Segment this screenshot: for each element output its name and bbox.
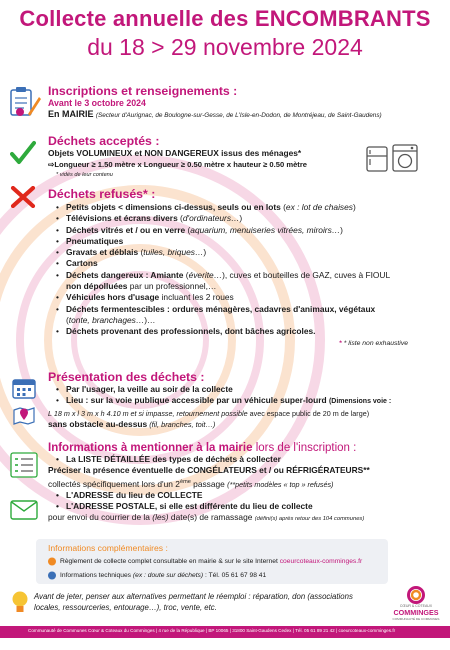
inscriptions-deadline: Avant le 3 octobre 2024 (48, 98, 146, 108)
complementary-heading: Informations complémentaires : (48, 543, 168, 553)
closing-line2: locales, ressourceries, entourage…), troc, vente, etc. (34, 603, 217, 613)
mention-sup: ème (179, 478, 191, 485)
refused-item-text: ) (203, 247, 207, 258)
collection-dates: du 18 > 29 novembre 2024 (87, 34, 363, 60)
refused-item-examples: ex : lot de chaises (285, 202, 353, 212)
cross-icon (10, 186, 36, 208)
refused-item (66, 315, 408, 326)
refused-item-label: Petits objets < dimensions ci-dessus, seuls ou en lots (66, 202, 281, 212)
refused-item (56, 247, 408, 258)
complementary-tech-example: (ex : doute sur déchets) (132, 572, 204, 580)
mention-mail-note: (défini(s) après retour des 104 communes) (254, 516, 365, 523)
logo-name: COMMINGES (393, 608, 439, 617)
mention-list: • La LISTE DÉTAILLÉE des types de déchets à collecter (56, 454, 370, 465)
mention-appliances: Préciser la présence éventuelle de CONGÉLATEURS et / ou RÉFRIGÉRATEURS** (48, 465, 370, 476)
mention-heading: Informations à mentionner à la mairie (48, 442, 253, 454)
phone-icon (48, 571, 56, 580)
refused-item-text: ) (340, 224, 343, 235)
logo-sub: COMMUNAUTÉ DE COMMUNES (392, 617, 440, 621)
mention-top-refused: (**petits modèles « top » refusés) (227, 479, 334, 489)
refused-item-text: ( (183, 269, 189, 280)
refused-item-examples: éverite… (188, 269, 223, 280)
comminges-logo (390, 586, 442, 624)
refused-item-text: ), cuves et bouteilles de GAZ, cuves à FIOUL (222, 269, 391, 280)
complementary-rules: Règlement de collecte complet consultable en mairie & sur le site Internet (60, 558, 280, 565)
refused-item-text: ( (177, 213, 183, 224)
info-pin-icon (48, 557, 56, 566)
refused-item-label: Déchets fermentescibles : ordures ménagères, cadavres d'animaux, végétaux (66, 303, 376, 314)
refused-item-text: incluant les 2 roues (159, 292, 234, 303)
presentation-dims: L 18 m x l 3 m x h 4.10 m et si impasse, retournement possible (48, 408, 248, 418)
refused-item-text: )… (144, 314, 156, 325)
washing-machine-icon (392, 144, 418, 172)
refused-heading: Déchets refusés* : (48, 187, 156, 201)
registration-form-icon (8, 84, 42, 118)
website-link[interactable]: coeurcoteaux-comminges.fr (279, 558, 363, 565)
map-pin-icon (12, 404, 36, 426)
refused-item-label: Déchets vitrés et / ou en verre (66, 224, 186, 235)
refused-item-examples: d'ordinateurs… (182, 213, 240, 224)
refused-item-label: Gravats et déblais (66, 247, 139, 258)
refused-item-text: ) (239, 213, 243, 224)
presentation-obstacle-examples: (fil, branches, toit…) (147, 419, 216, 429)
refused-item-examples: tuiles, briques… (143, 247, 204, 258)
arrow-icon: ⇨ (48, 160, 55, 170)
presentation-heading: Présentation des déchets : (48, 370, 205, 384)
mention-mail-i: (les) (152, 512, 169, 523)
mention-postal: • L'ADRESSE POSTALE, si elle est différente du lieu de collecte (56, 501, 370, 512)
complementary-tech: Informations techniques (60, 572, 133, 580)
refused-item (56, 202, 408, 213)
refused-item-label: Pneumatiques (66, 235, 124, 246)
refused-item (56, 326, 408, 337)
fridge-icon (366, 146, 388, 172)
inscriptions-where: En MAIRIE (48, 109, 94, 120)
presentation-where: Lieu : sur la voie publique accessible par un véhicule super-lourd (66, 395, 327, 406)
refused-item (56, 304, 408, 315)
refused-item-text: ( (280, 202, 286, 212)
accepted-note: * vidés de leur contenu (56, 171, 113, 178)
complementary-phone[interactable]: : Tél. 05 61 67 98 41 (203, 572, 267, 580)
refused-item (66, 281, 408, 292)
calendar-icon (12, 377, 36, 399)
page-title: Collecte annuelle des ENCOMBRANTS (19, 6, 431, 31)
refused-item (56, 270, 408, 281)
mention-second-pass: collectés spécifiquement lors d'un 2 (48, 478, 180, 489)
refused-item-label: Cartons (66, 258, 98, 269)
refused-list (48, 202, 408, 338)
check-icon (10, 140, 36, 166)
accepted-line: Objets VOLUMINEUX et NON DANGEREUX issus des ménages* (48, 148, 302, 158)
refused-item-label: Déchets provenant des professionnels, dont bâches agricoles. (66, 326, 316, 337)
presentation-space: avec espace public de 20 m de large) (247, 408, 370, 418)
refused-item-text: ( (185, 224, 191, 235)
refused-item (56, 258, 408, 269)
refused-item-examples: tonte, branchages… (68, 314, 145, 325)
refused-item-text: ( (138, 247, 144, 258)
refused-item-label: Télévisions et écrans divers (66, 213, 178, 224)
refused-item-examples: aquarium, menuiseries vitrées, miroirs… (190, 224, 341, 235)
list-icon (10, 452, 38, 478)
accepted-heading: Déchets acceptés : (48, 134, 160, 148)
mention-mail-b: date(s) de ramassage (168, 512, 255, 523)
mention-passage: passage (190, 478, 228, 489)
refused-item-label: Véhicules hors d'usage (66, 292, 160, 303)
refused-item-text: par un professionnel,… (127, 281, 217, 292)
refused-note: * * liste non exhaustive (339, 339, 408, 347)
mention-address: • L'ADRESSE du lieu de COLLECTE (56, 490, 370, 501)
refused-item-label: non dépolluées (66, 281, 128, 292)
refused-item-text: ) (352, 202, 356, 212)
refused-item-text: ( (66, 314, 69, 325)
refused-item (56, 236, 408, 247)
logo-swirl-icon (405, 586, 427, 604)
refused-item (56, 225, 408, 236)
refused-item (56, 292, 408, 303)
inscriptions-sectors: (Secteur d'Aurignac, de Boulogne-sur-Gesse, de L'Isle-en-Dodon, de Montréjeau, de Saint-Gaudens) (95, 112, 382, 120)
refused-note-text: * liste non exhaustive (343, 339, 408, 347)
lightbulb-icon (10, 590, 30, 616)
presentation-dims-label: (Dimensions voie : (328, 398, 392, 406)
mention-heading-rest: lors de l'inscription : (252, 442, 357, 454)
refused-item (56, 213, 408, 224)
presentation-when: • Par l'usager, la veille au soir de la collecte (56, 384, 391, 395)
closing-line1: Avant de jeter, penser aux alternatives permettant le réemploi : réparation, don (associations (34, 592, 353, 601)
presentation-obstacle: sans obstacle au-dessus (48, 418, 148, 429)
logo-top: CŒUR & COTEAUX (399, 604, 433, 608)
inscriptions-heading: Inscriptions et renseignements : (48, 84, 238, 98)
mention-mail-a: pour envoi du courrier de la (48, 512, 153, 523)
refused-item-label: Déchets dangereux : Amiante (66, 269, 184, 280)
accepted-dimensions: Longueur ≥ 1.50 mètre x Longueur ≥ 0.50 mètre x hauteur ≥ 0.50 mètre (54, 160, 308, 170)
footer-contact: Communauté de Communes Cœur & Coteaux du Comminges | 4 rue de la République | BP 10065 | 31800 Saint-Gaudens Cedex | Tél. 05 61 89 21 42 | coeurcoteaux-comminges.fr (28, 628, 396, 633)
envelope-icon (10, 500, 38, 520)
